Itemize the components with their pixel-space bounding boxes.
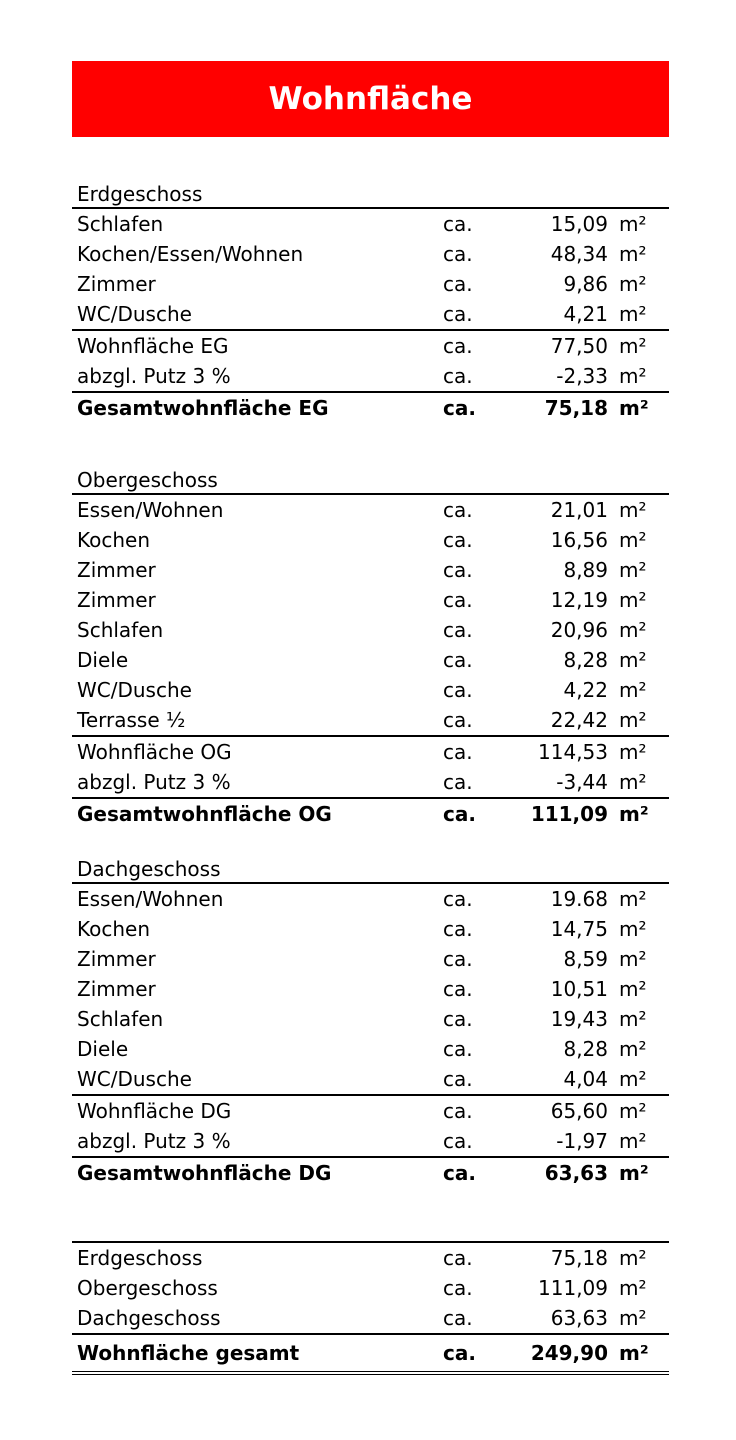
room-name: Schlafen	[77, 618, 164, 642]
unit-label: m²	[619, 770, 647, 794]
room-name: Schlafen	[77, 212, 164, 236]
summary-area: 75,18	[550, 1246, 608, 1270]
unit-label: m²	[619, 1276, 647, 1300]
room-name: WC/Dusche	[77, 1067, 192, 1091]
room-name: Zimmer	[77, 977, 156, 1001]
ca-label: ca.	[443, 678, 473, 702]
ca-label: ca.	[443, 302, 473, 326]
room-name: Zimmer	[77, 947, 156, 971]
subtotal-name: Wohnfläche DG	[77, 1099, 232, 1123]
unit-label: m²	[619, 588, 647, 612]
room-name: Diele	[77, 1037, 129, 1061]
putz-area: -2,33	[556, 364, 608, 388]
room-area: 14,75	[550, 917, 608, 941]
room-name: Terrasse ½	[77, 708, 186, 732]
table-row	[72, 1064, 669, 1094]
ca-label: ca.	[443, 708, 473, 732]
putz-name: abzgl. Putz 3 %	[77, 364, 231, 388]
subtotal-area: 114,53	[538, 740, 608, 764]
table-row	[72, 525, 669, 555]
room-area: 4,22	[563, 678, 608, 702]
summary-row	[72, 1273, 669, 1303]
ca-label: ca.	[443, 558, 473, 582]
ca-label: ca.	[443, 272, 473, 296]
room-area: 4,04	[563, 1067, 608, 1091]
unit-label: m²	[619, 1246, 647, 1270]
ca-label: ca.	[443, 334, 473, 358]
total-name: Gesamtwohnfläche DG	[77, 1161, 332, 1185]
total-name: Gesamtwohnfläche OG	[77, 802, 332, 826]
section-obergeschoss	[72, 465, 669, 829]
unit-label: m²	[619, 618, 647, 642]
unit-label: m²	[619, 917, 647, 941]
subtotal-row	[72, 735, 669, 767]
ca-label: ca.	[443, 1341, 476, 1365]
putz-row	[72, 1126, 669, 1156]
unit-label: m²	[619, 708, 647, 732]
subtotal-name: Wohnfläche OG	[77, 740, 232, 764]
ca-label: ca.	[443, 588, 473, 612]
unit-label: m²	[619, 887, 647, 911]
ca-label: ca.	[443, 887, 473, 911]
ca-label: ca.	[443, 212, 473, 236]
table-row	[72, 495, 669, 525]
table-row	[72, 299, 669, 329]
room-area: 8,59	[563, 947, 608, 971]
room-area: 4,21	[563, 302, 608, 326]
ca-label: ca.	[443, 498, 473, 522]
ca-label: ca.	[443, 1067, 473, 1091]
room-name: Kochen	[77, 917, 151, 941]
room-name: Zimmer	[77, 272, 156, 296]
room-name: WC/Dusche	[77, 302, 192, 326]
unit-label: m²	[619, 272, 647, 296]
unit-label: m²	[619, 977, 647, 1001]
ca-label: ca.	[443, 1276, 473, 1300]
room-area: 8,28	[563, 648, 608, 672]
unit-label: m²	[619, 1037, 647, 1061]
table-row	[72, 705, 669, 735]
table-row	[72, 1004, 669, 1034]
room-area: 12,19	[550, 588, 608, 612]
summary-area: 111,09	[538, 1276, 608, 1300]
room-area: 15,09	[550, 212, 608, 236]
table-row	[72, 585, 669, 615]
ca-label: ca.	[443, 1246, 473, 1270]
table-row	[72, 269, 669, 299]
room-area: 8,28	[563, 1037, 608, 1061]
subtotal-name: Wohnfläche EG	[77, 334, 229, 358]
ca-label: ca.	[443, 242, 473, 266]
room-area: 48,34	[550, 242, 608, 266]
grand-total-row	[72, 1333, 669, 1375]
total-name: Gesamtwohnfläche EG	[77, 396, 329, 420]
total-area: 75,18	[544, 396, 608, 420]
unit-label: m²	[619, 212, 647, 236]
total-row	[72, 797, 669, 829]
total-row	[72, 391, 669, 423]
room-name: WC/Dusche	[77, 678, 192, 702]
table-row	[72, 209, 669, 239]
room-area: 20,96	[550, 618, 608, 642]
total-row	[72, 1156, 669, 1188]
room-area: 19.68	[550, 887, 608, 911]
ca-label: ca.	[443, 917, 473, 941]
title-banner	[72, 61, 669, 137]
putz-area: -1,97	[556, 1129, 608, 1153]
unit-label: m²	[619, 947, 647, 971]
unit-label: m²	[619, 1099, 647, 1123]
summary-name: Obergeschoss	[77, 1276, 218, 1300]
total-area: 111,09	[530, 802, 608, 826]
room-area: 8,89	[563, 558, 608, 582]
ca-label: ca.	[443, 648, 473, 672]
room-area: 22,42	[550, 708, 608, 732]
room-area: 19,43	[550, 1007, 608, 1031]
unit-label: m²	[619, 1341, 649, 1365]
room-name: Essen/Wohnen	[77, 887, 224, 911]
subtotal-area: 77,50	[550, 334, 608, 358]
table-row	[72, 615, 669, 645]
table-row	[72, 239, 669, 269]
table-row	[72, 944, 669, 974]
section-title: Erdgeschoss	[72, 179, 669, 209]
section-title: Obergeschoss	[72, 465, 669, 495]
ca-label: ca.	[443, 740, 473, 764]
unit-label: m²	[619, 498, 647, 522]
room-name: Diele	[77, 648, 129, 672]
section-dachgeschoss	[72, 854, 669, 1188]
room-name: Kochen/Essen/Wohnen	[77, 242, 304, 266]
ca-label: ca.	[443, 977, 473, 1001]
table-row	[72, 1034, 669, 1064]
subtotal-row	[72, 1094, 669, 1126]
putz-name: abzgl. Putz 3 %	[77, 1129, 231, 1153]
putz-area: -3,44	[556, 770, 608, 794]
room-area: 21,01	[550, 498, 608, 522]
room-name: Schlafen	[77, 1007, 164, 1031]
putz-row	[72, 361, 669, 391]
ca-label: ca.	[443, 1037, 473, 1061]
subtotal-row	[72, 329, 669, 361]
room-name: Kochen	[77, 528, 151, 552]
table-row	[72, 675, 669, 705]
unit-label: m²	[619, 740, 647, 764]
summary-row	[72, 1303, 669, 1333]
total-area: 63,63	[544, 1161, 608, 1185]
unit-label: m²	[619, 1161, 649, 1185]
unit-label: m²	[619, 302, 647, 326]
unit-label: m²	[619, 1007, 647, 1031]
grand-total-name: Wohnfläche gesamt	[77, 1341, 300, 1365]
grand-total-area: 249,90	[530, 1341, 608, 1365]
table-row	[72, 884, 669, 914]
room-area: 16,56	[550, 528, 608, 552]
ca-label: ca.	[443, 802, 476, 826]
unit-label: m²	[619, 1067, 647, 1091]
ca-label: ca.	[443, 1007, 473, 1031]
unit-label: m²	[619, 558, 647, 582]
room-name: Essen/Wohnen	[77, 498, 224, 522]
table-row	[72, 914, 669, 944]
summary-row	[72, 1241, 669, 1273]
ca-label: ca.	[443, 396, 476, 420]
ca-label: ca.	[443, 1099, 473, 1123]
ca-label: ca.	[443, 1306, 473, 1330]
unit-label: m²	[619, 1306, 647, 1330]
subtotal-area: 65,60	[550, 1099, 608, 1123]
ca-label: ca.	[443, 770, 473, 794]
putz-name: abzgl. Putz 3 %	[77, 770, 231, 794]
unit-label: m²	[619, 334, 647, 358]
unit-label: m²	[619, 648, 647, 672]
unit-label: m²	[619, 242, 647, 266]
table-row	[72, 974, 669, 1004]
section-erdgeschoss	[72, 179, 669, 423]
unit-label: m²	[619, 396, 649, 420]
unit-label: m²	[619, 802, 649, 826]
ca-label: ca.	[443, 364, 473, 388]
summary-name: Erdgeschoss	[77, 1246, 203, 1270]
unit-label: m²	[619, 678, 647, 702]
room-area: 9,86	[563, 272, 608, 296]
page-title: Wohnfläche	[268, 81, 473, 117]
summary-area: 63,63	[550, 1306, 608, 1330]
ca-label: ca.	[443, 618, 473, 642]
ca-label: ca.	[443, 528, 473, 552]
section-summary	[72, 1241, 669, 1375]
unit-label: m²	[619, 528, 647, 552]
table-row	[72, 645, 669, 675]
unit-label: m²	[619, 364, 647, 388]
ca-label: ca.	[443, 1161, 476, 1185]
unit-label: m²	[619, 1129, 647, 1153]
section-title: Dachgeschoss	[72, 854, 669, 884]
ca-label: ca.	[443, 1129, 473, 1153]
room-area: 10,51	[550, 977, 608, 1001]
room-name: Zimmer	[77, 558, 156, 582]
putz-row	[72, 767, 669, 797]
ca-label: ca.	[443, 947, 473, 971]
room-name: Zimmer	[77, 588, 156, 612]
table-row	[72, 555, 669, 585]
summary-name: Dachgeschoss	[77, 1306, 221, 1330]
